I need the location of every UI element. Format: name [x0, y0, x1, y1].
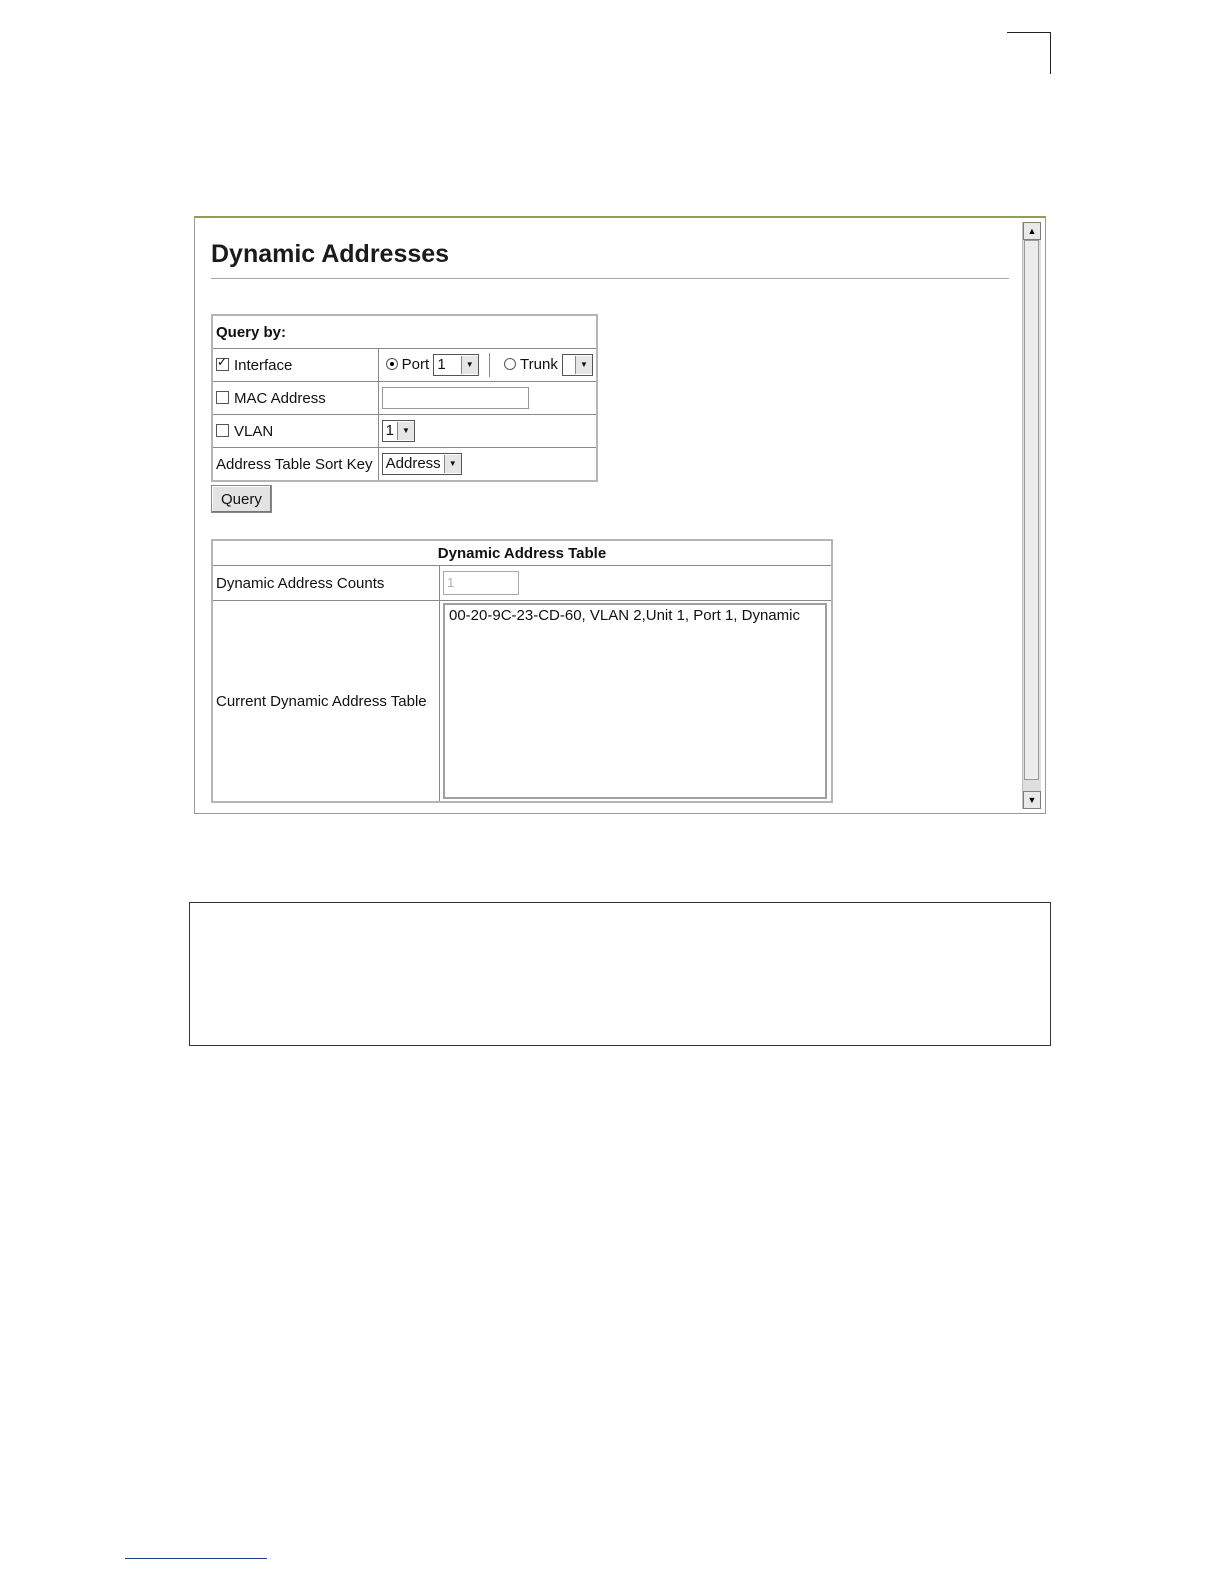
cell-separator — [489, 353, 490, 377]
mac-address-input-cell — [378, 382, 597, 415]
mac-address-checkbox[interactable] — [216, 391, 229, 404]
port-select[interactable] — [433, 354, 478, 376]
caption-box — [189, 902, 1051, 1046]
scroll-up-arrow-icon[interactable]: ▲ — [1023, 222, 1041, 240]
current-table-list-cell — [440, 601, 833, 803]
address-table-header: Dynamic Address Table — [212, 540, 832, 566]
counts-value-cell — [440, 566, 833, 601]
counts-label: Dynamic Address Counts — [216, 574, 385, 592]
crop-mark-vertical — [1050, 32, 1051, 74]
query-by-table — [211, 314, 598, 482]
vlan-checkbox[interactable] — [216, 424, 229, 437]
vlan-select-cell — [378, 415, 597, 448]
current-table-label-cell — [212, 601, 440, 803]
sort-key-cell — [212, 448, 378, 482]
trunk-select[interactable] — [562, 354, 593, 376]
query-by-header-label: Query by: — [216, 323, 287, 341]
vertical-scrollbar[interactable] — [1022, 222, 1041, 809]
counts-label-cell — [212, 566, 440, 601]
dropdown-arrow-icon: ▼ — [444, 455, 461, 473]
sort-key-select[interactable] — [382, 453, 462, 475]
port-select-value: 1 — [437, 356, 446, 373]
footer-rule — [125, 1558, 267, 1559]
interface-options-cell — [378, 349, 597, 382]
vlan-cell — [212, 415, 378, 448]
page-title: Dynamic Addresses — [211, 240, 450, 268]
mac-address-input[interactable] — [382, 387, 529, 409]
browser-window — [194, 216, 1046, 814]
mac-address-cell — [212, 382, 378, 415]
interface-label: Interface — [234, 356, 293, 374]
dropdown-arrow-icon: ▼ — [575, 356, 592, 374]
interface-checkbox[interactable] — [216, 358, 229, 371]
port-radio-label: Port — [401, 355, 430, 373]
sort-key-label: Address Table Sort Key — [216, 455, 373, 473]
address-listbox[interactable] — [443, 603, 827, 799]
scroll-thumb[interactable] — [1024, 240, 1039, 780]
port-radio[interactable] — [386, 358, 398, 370]
trunk-radio[interactable] — [504, 358, 516, 370]
trunk-radio-label: Trunk — [520, 355, 558, 373]
vlan-select[interactable] — [382, 420, 415, 442]
interface-cell — [212, 349, 378, 382]
list-item[interactable]: 00-20-9C-23-CD-60, VLAN 2,Unit 1, Port 1, Dynamic — [449, 607, 800, 624]
mac-address-label: MAC Address — [234, 389, 326, 407]
sort-key-select-value: Address — [385, 455, 441, 472]
counts-field: 1 — [443, 571, 519, 595]
dynamic-address-table — [211, 539, 833, 803]
title-divider — [211, 278, 1009, 279]
crop-mark-horizontal — [1007, 32, 1051, 33]
query-by-header — [212, 315, 597, 349]
query-button[interactable]: Query — [211, 485, 272, 513]
vlan-select-value: 1 — [385, 422, 394, 439]
current-table-label: Current Dynamic Address Table — [216, 692, 427, 710]
dropdown-arrow-icon: ▼ — [397, 422, 414, 440]
sort-key-select-cell — [378, 448, 597, 482]
scroll-down-arrow-icon[interactable]: ▼ — [1023, 791, 1041, 809]
vlan-label: VLAN — [234, 422, 274, 440]
dropdown-arrow-icon: ▼ — [461, 356, 478, 374]
